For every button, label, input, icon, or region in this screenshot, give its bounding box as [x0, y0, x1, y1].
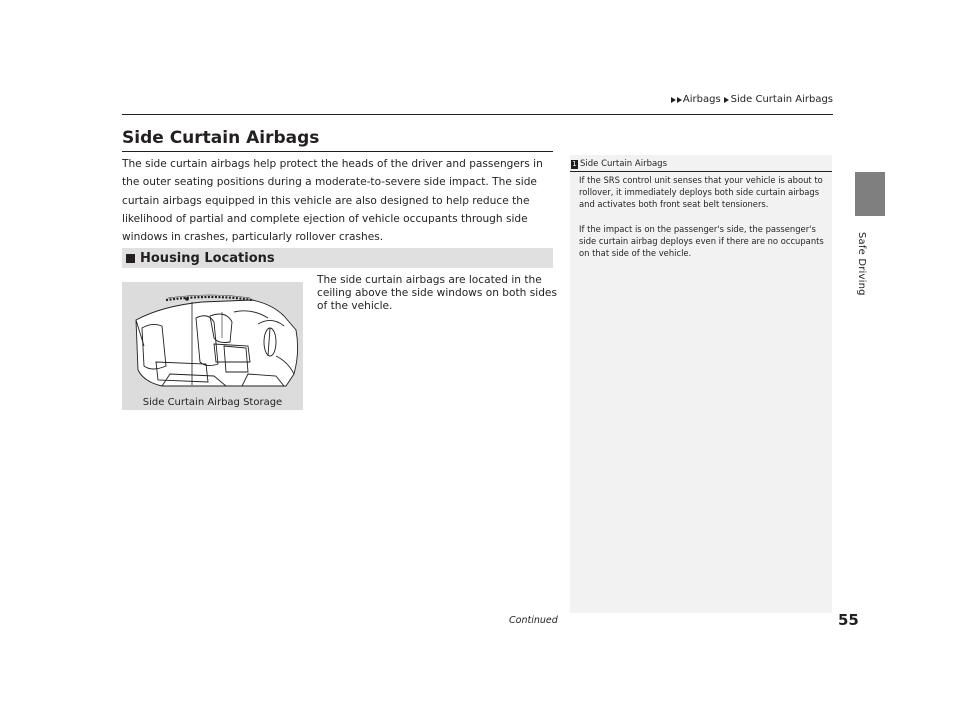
breadcrumb — [671, 94, 833, 105]
note-number-badge: 1 — [572, 159, 577, 168]
arrow-right-icon — [671, 97, 676, 103]
breadcrumb-item-side-curtain-airbags[interactable]: Side Curtain Airbags — [730, 94, 833, 105]
header-rule — [122, 114, 833, 115]
housing-location-text: The side curtain airbags are located in the ceiling above the side windows on both sides of the vehicle. — [317, 274, 557, 313]
page-title: Side Curtain Airbags — [122, 128, 320, 148]
breadcrumb-item-airbags[interactable]: Airbags — [682, 94, 721, 105]
arrow-right-icon — [677, 97, 682, 103]
side-note — [570, 155, 832, 613]
continued-label: Continued — [509, 615, 558, 626]
side-note-title: Side Curtain Airbags — [580, 159, 667, 169]
side-note-paragraph: If the SRS control unit senses that your vehicle is about to rollover, it immediately deploys both side curtain airbags and activates both front seat belt tensioners. — [579, 175, 823, 210]
section-heading — [122, 248, 553, 268]
intro-paragraph: The side curtain airbags help protect the heads of the driver and passengers in the outer seating positions during a moderate-to-severe side impact. The side curtain airbags equipped in this vehicle are also designed to help reduce the likelihood of partial and complete ejection of vehicle occupants through side windows in crashes, particularly rollover crashes. — [122, 158, 543, 244]
section-tab-label: Safe Driving — [856, 232, 867, 296]
airbag-location-illustration — [122, 282, 303, 410]
side-note-header — [570, 157, 832, 172]
figure-caption: Side Curtain Airbag Storage — [142, 397, 283, 408]
section-tab — [855, 172, 885, 216]
title-rule — [122, 151, 553, 152]
arrow-right-icon — [724, 97, 729, 103]
side-note-body — [579, 174, 825, 271]
vehicle-interior-drawing — [122, 282, 303, 410]
side-note-paragraph: If the impact is on the passenger's side, the passenger's side curtain airbag deploys even if there are no occupants on that side of the vehicle. — [579, 223, 824, 259]
page-number: 55 — [838, 611, 859, 629]
square-bullet-icon — [126, 254, 135, 263]
section-heading-text: Housing Locations — [140, 250, 275, 266]
